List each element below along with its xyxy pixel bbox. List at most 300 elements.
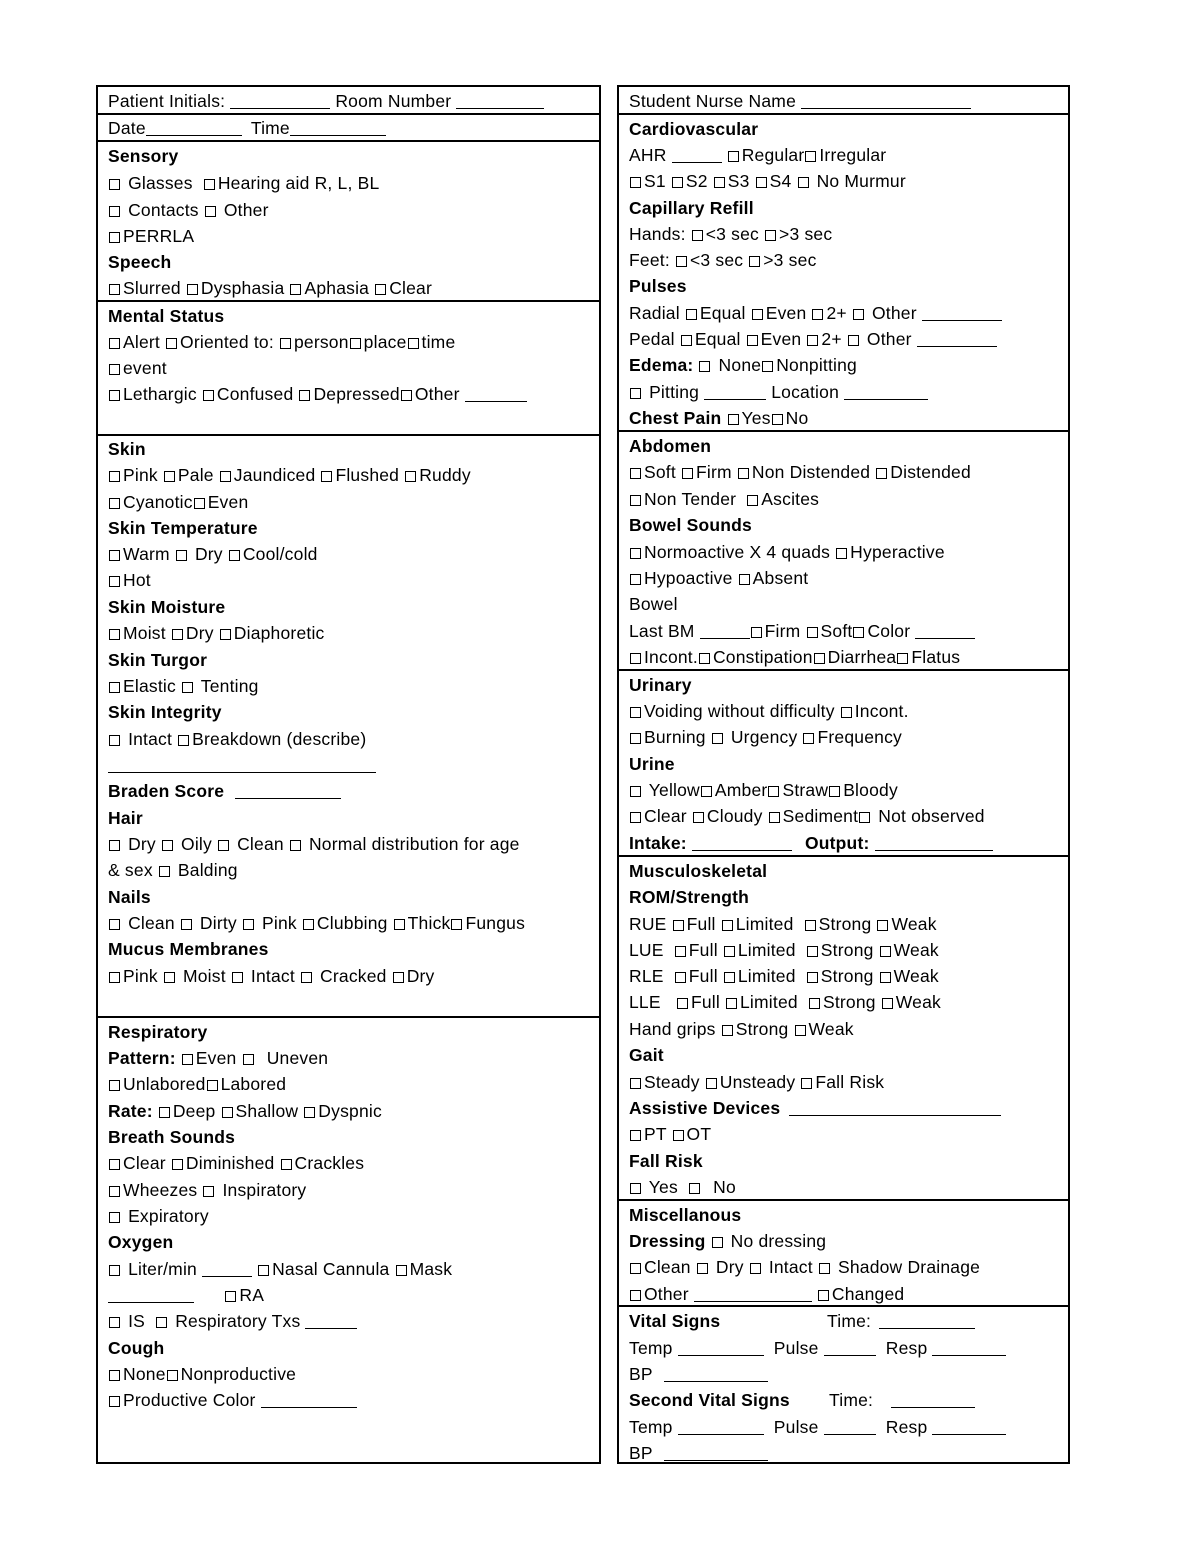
braden-score-field[interactable] — [235, 784, 341, 799]
steady-label: Steady — [644, 1072, 700, 1092]
rle-weak-label: Weak — [893, 966, 939, 986]
voiding-checkbox[interactable] — [630, 707, 641, 718]
chest-pain-label: Chest Pain — [629, 408, 722, 428]
cloudy-checkbox[interactable] — [693, 812, 704, 823]
feet-gt3-checkbox[interactable] — [749, 256, 760, 267]
nails-clean-label: Clean — [128, 913, 175, 933]
pedal-2plus-label: 2+ — [821, 329, 842, 349]
s3-checkbox[interactable] — [714, 177, 725, 188]
ruddy-label: Ruddy — [419, 465, 471, 485]
skin-intact-checkbox[interactable] — [109, 735, 120, 746]
pedal-equal-label: Equal — [694, 329, 741, 349]
rue-weak-checkbox[interactable] — [877, 920, 888, 931]
lue-limited-checkbox[interactable] — [724, 946, 735, 957]
oriented-time-checkbox[interactable] — [408, 338, 419, 349]
hands-lt3-checkbox[interactable] — [692, 230, 703, 241]
rate-label: Rate: — [108, 1101, 153, 1121]
sediment-label: Sediment — [782, 806, 859, 826]
abd-soft-checkbox[interactable] — [630, 468, 641, 479]
hair-title: Hair — [108, 808, 143, 828]
pedal-equal-checkbox[interactable] — [681, 335, 692, 346]
radial-2plus-checkbox[interactable] — [812, 309, 823, 320]
grips-weak-checkbox[interactable] — [795, 1025, 806, 1036]
diminished-checkbox[interactable] — [172, 1159, 183, 1170]
gait-fall-risk-label: Fall Risk — [815, 1072, 885, 1092]
no-murmur-label: No Murmur — [816, 171, 906, 191]
skin-integrity-title: Skin Integrity — [108, 702, 222, 722]
rue-full-checkbox[interactable] — [673, 920, 684, 931]
second-resp-field[interactable] — [932, 1420, 1006, 1435]
temp-field[interactable] — [678, 1341, 764, 1356]
skin-temperature-title: Skin Temperature — [108, 518, 258, 538]
changed-checkbox[interactable] — [818, 1290, 829, 1301]
bm-firm-checkbox[interactable] — [751, 627, 762, 638]
lethargic-checkbox[interactable] — [109, 390, 120, 401]
cough-none-checkbox[interactable] — [109, 1370, 120, 1381]
dressing-clean-checkbox[interactable] — [630, 1263, 641, 1274]
last-bm-field[interactable] — [700, 624, 750, 639]
pattern-even-checkbox[interactable] — [182, 1054, 193, 1065]
hot-checkbox[interactable] — [109, 576, 120, 587]
contacts-checkbox[interactable] — [109, 206, 120, 217]
diaphoretic-label: Diaphoretic — [233, 623, 325, 643]
radial-even-checkbox[interactable] — [752, 309, 763, 320]
breath-sounds-title: Breath Sounds — [108, 1127, 236, 1147]
shadow-drainage-checkbox[interactable] — [819, 1263, 830, 1274]
diaphoretic-checkbox[interactable] — [220, 629, 231, 640]
breath-clear-label: Clear — [123, 1153, 166, 1173]
skin-even-checkbox[interactable] — [194, 498, 205, 509]
pulse-field[interactable] — [824, 1341, 876, 1356]
pt-checkbox[interactable] — [630, 1130, 641, 1141]
oily-checkbox[interactable] — [162, 840, 173, 851]
vital-signs-section — [619, 1307, 1068, 1462]
vital-time-label: Time: — [827, 1311, 872, 1331]
ra-checkbox[interactable] — [225, 1291, 236, 1302]
dressing-intact-checkbox[interactable] — [750, 1263, 761, 1274]
constipation-checkbox[interactable] — [699, 653, 710, 664]
not-observed-label: Not observed — [878, 806, 985, 826]
unlabored-label: Unlabored — [123, 1074, 206, 1094]
second-bp-field[interactable] — [664, 1446, 768, 1461]
thick-checkbox[interactable] — [394, 919, 405, 930]
oriented-checkbox[interactable] — [166, 338, 177, 349]
distended-label: Distended — [890, 462, 971, 482]
no-murmur-checkbox[interactable] — [798, 177, 809, 188]
nails-pink-label: Pink — [262, 913, 297, 933]
s2-checkbox[interactable] — [672, 177, 683, 188]
rom-strength-title: ROM/Strength — [629, 887, 750, 907]
lue-full-checkbox[interactable] — [675, 946, 686, 957]
expiratory-checkbox[interactable] — [109, 1212, 120, 1223]
feet-gt3-label: >3 sec — [763, 250, 817, 270]
edema-none-label: None — [718, 355, 762, 375]
bm-color-checkbox[interactable] — [853, 627, 864, 638]
skin-pink-checkbox[interactable] — [109, 471, 120, 482]
straw-label: Straw — [782, 780, 829, 800]
skin-moisture-title: Skin Moisture — [108, 597, 226, 617]
mm-dry-checkbox[interactable] — [393, 972, 404, 983]
rue-strong-checkbox[interactable] — [805, 920, 816, 931]
pitting-field[interactable] — [704, 385, 766, 400]
hands-gt3-checkbox[interactable] — [765, 230, 776, 241]
normoactive-checkbox[interactable] — [630, 548, 641, 559]
fall-risk-no-checkbox[interactable] — [689, 1183, 700, 1194]
bm-incont-label: Incont. — [644, 647, 698, 667]
pedal-other-checkbox[interactable] — [848, 335, 859, 346]
clubbing-checkbox[interactable] — [303, 919, 314, 930]
hypoactive-checkbox[interactable] — [630, 574, 641, 585]
mental-other-checkbox[interactable] — [401, 390, 412, 401]
rle-full-checkbox[interactable] — [675, 972, 686, 983]
shallow-checkbox[interactable] — [222, 1107, 233, 1118]
flushed-checkbox[interactable] — [321, 471, 332, 482]
aphasia-checkbox[interactable] — [290, 284, 301, 295]
mm-cracked-checkbox[interactable] — [301, 972, 312, 983]
dressing-intact-label: Intact — [768, 1257, 813, 1277]
pitting-label: Pitting — [649, 382, 700, 402]
productive-color-checkbox[interactable] — [109, 1396, 120, 1407]
oriented-label: Oriented to: — [180, 332, 274, 352]
rle-weak-checkbox[interactable] — [880, 972, 891, 983]
unlabored-checkbox[interactable] — [109, 1080, 120, 1091]
is-checkbox[interactable] — [109, 1317, 120, 1328]
radial-equal-checkbox[interactable] — [686, 309, 697, 320]
mental-other-field[interactable] — [465, 387, 527, 402]
patient-initials-label: Patient Initials: — [108, 91, 226, 111]
steady-checkbox[interactable] — [630, 1078, 641, 1089]
fall-risk-yes-label: Yes — [648, 1177, 678, 1197]
cardiovascular-title: Cardiovascular — [629, 119, 759, 139]
cool-cold-checkbox[interactable] — [229, 550, 240, 561]
mental-status-title: Mental Status — [108, 306, 225, 326]
resp-field[interactable] — [932, 1341, 1006, 1356]
hearing-aid-checkbox[interactable] — [204, 179, 215, 190]
flushed-label: Flushed — [335, 465, 400, 485]
no-dressing-checkbox[interactable] — [712, 1237, 723, 1248]
pale-label: Pale — [177, 465, 214, 485]
bm-color-field[interactable] — [915, 624, 975, 639]
second-temp-label: Temp — [629, 1417, 673, 1437]
mucus-membranes-title: Mucus Membranes — [108, 939, 269, 959]
normal-distribution-label: Normal distribution for age — [308, 834, 520, 854]
bowel-sounds-title: Bowel Sounds — [629, 515, 752, 535]
urgency-checkbox[interactable] — [712, 733, 723, 744]
hyperactive-checkbox[interactable] — [836, 548, 847, 559]
hands-lt3-label: <3 sec — [705, 224, 759, 244]
hair-dry-checkbox[interactable] — [109, 840, 120, 851]
mental-status-section — [98, 302, 599, 436]
gait-fall-risk-checkbox[interactable] — [801, 1078, 812, 1089]
lue-weak-checkbox[interactable] — [880, 946, 891, 957]
second-temp-field[interactable] — [678, 1420, 764, 1435]
dirty-checkbox[interactable] — [181, 919, 192, 930]
liter-min-checkbox[interactable] — [109, 1265, 120, 1276]
pitting-checkbox[interactable] — [630, 388, 641, 399]
dressing-dry-checkbox[interactable] — [697, 1263, 708, 1274]
yellow-checkbox[interactable] — [630, 786, 641, 797]
lle-full-checkbox[interactable] — [677, 998, 688, 1009]
nasal-cannula-label: Nasal Cannula — [272, 1259, 390, 1279]
ahr-field[interactable] — [672, 148, 722, 163]
student-nurse-field[interactable] — [801, 94, 971, 109]
time-field[interactable] — [290, 121, 386, 136]
pulses-title: Pulses — [629, 276, 687, 296]
radial-other-field[interactable] — [922, 306, 1002, 321]
deep-checkbox[interactable] — [159, 1107, 170, 1118]
non-tender-checkbox[interactable] — [630, 495, 641, 506]
urine-clear-label: Clear — [644, 806, 687, 826]
cyanotic-checkbox[interactable] — [109, 498, 120, 509]
room-number-label: Room Number — [335, 91, 452, 111]
absent-checkbox[interactable] — [739, 574, 750, 585]
skin-pink-label: Pink — [123, 465, 158, 485]
absent-label: Absent — [752, 568, 809, 588]
depressed-checkbox[interactable] — [299, 390, 310, 401]
bm-color-label: Color — [867, 621, 911, 641]
moist-label: Moist — [123, 623, 166, 643]
lle-weak-label: Weak — [895, 992, 941, 1012]
alert-checkbox[interactable] — [109, 338, 120, 349]
aphasia-label: Aphasia — [304, 278, 370, 298]
diarrhea-checkbox[interactable] — [814, 653, 825, 664]
lle-limited-checkbox[interactable] — [726, 998, 737, 1009]
fungus-checkbox[interactable] — [451, 919, 462, 930]
rle-strong-checkbox[interactable] — [807, 972, 818, 983]
slurred-label: Slurred — [123, 278, 181, 298]
moist-checkbox[interactable] — [109, 629, 120, 640]
respiratory-section — [98, 1018, 599, 1462]
lue-strong-checkbox[interactable] — [807, 946, 818, 957]
glasses-checkbox[interactable] — [109, 179, 120, 190]
breath-clear-checkbox[interactable] — [109, 1159, 120, 1170]
ra-label: RA — [239, 1285, 265, 1305]
patient-initials-field[interactable] — [230, 94, 330, 109]
respiratory-txs-checkbox[interactable] — [156, 1317, 167, 1328]
elastic-checkbox[interactable] — [109, 682, 120, 693]
assistive-devices-field[interactable] — [789, 1101, 1001, 1116]
urinary-title: Urinary — [629, 675, 692, 695]
dressing-other-field[interactable] — [694, 1287, 812, 1302]
location-field[interactable] — [844, 385, 928, 400]
chest-pain-yes-checkbox[interactable] — [728, 414, 739, 425]
nonproductive-checkbox[interactable] — [167, 1370, 178, 1381]
abd-firm-checkbox[interactable] — [682, 468, 693, 479]
sex-label: & sex — [108, 860, 153, 880]
warm-checkbox[interactable] — [109, 550, 120, 561]
radial-even-label: Even — [765, 303, 807, 323]
place-checkbox[interactable] — [350, 338, 361, 349]
feet-lt3-checkbox[interactable] — [676, 256, 687, 267]
distended-checkbox[interactable] — [876, 468, 887, 479]
vital-time-field[interactable] — [879, 1314, 975, 1329]
nonpitting-checkbox[interactable] — [762, 361, 773, 372]
student-nurse-label: Student Nurse Name — [629, 91, 797, 111]
second-pulse-field[interactable] — [824, 1420, 876, 1435]
bowel-label: Bowel — [629, 594, 678, 614]
tenting-checkbox[interactable] — [182, 682, 193, 693]
speech-clear-checkbox[interactable] — [375, 284, 386, 295]
uneven-checkbox[interactable] — [243, 1054, 254, 1065]
date-label: Date — [108, 118, 146, 138]
braden-score-label: Braden Score — [108, 781, 225, 801]
event-checkbox[interactable] — [109, 364, 120, 375]
pedal-2plus-checkbox[interactable] — [807, 335, 818, 346]
inspiratory-checkbox[interactable] — [203, 1186, 214, 1197]
s4-checkbox[interactable] — [756, 177, 767, 188]
straw-checkbox[interactable] — [768, 786, 779, 797]
sensory-other-label: Other — [223, 200, 269, 220]
hair-clean-checkbox[interactable] — [218, 840, 229, 851]
date-field[interactable] — [146, 121, 242, 136]
rle-full-label: Full — [688, 966, 718, 986]
lle-strong-checkbox[interactable] — [809, 998, 820, 1009]
second-time-label: Time: — [829, 1390, 874, 1410]
oxygen-other-field[interactable] — [108, 1288, 194, 1303]
urine-clear-checkbox[interactable] — [630, 812, 641, 823]
s2-label: S2 — [685, 171, 708, 191]
dysphasia-checkbox[interactable] — [187, 284, 198, 295]
oriented-time-label: time — [421, 332, 456, 352]
dressing-other-checkbox[interactable] — [630, 1290, 641, 1301]
rue-limited-checkbox[interactable] — [722, 920, 733, 931]
slurred-checkbox[interactable] — [109, 284, 120, 295]
amber-checkbox[interactable] — [701, 786, 712, 797]
dysphasia-label: Dysphasia — [200, 278, 285, 298]
pedal-even-checkbox[interactable] — [747, 335, 758, 346]
rle-limited-checkbox[interactable] — [724, 972, 735, 983]
liter-min-field[interactable] — [202, 1262, 252, 1277]
dressing-dry-label: Dry — [715, 1257, 744, 1277]
skin-temp-dry-checkbox[interactable] — [176, 550, 187, 561]
pattern-label: Pattern: — [108, 1048, 176, 1068]
second-time-field[interactable] — [891, 1393, 975, 1408]
bm-incont-checkbox[interactable] — [630, 653, 641, 664]
grips-weak-label: Weak — [808, 1019, 854, 1039]
pale-checkbox[interactable] — [164, 471, 175, 482]
intake-field[interactable] — [692, 836, 792, 851]
chest-pain-yes-label: Yes — [741, 408, 771, 428]
mask-checkbox[interactable] — [396, 1265, 407, 1276]
skin-intact-label: Intact — [128, 729, 173, 749]
unsteady-checkbox[interactable] — [706, 1078, 717, 1089]
fungus-label: Fungus — [465, 913, 526, 933]
nasal-cannula-checkbox[interactable] — [258, 1265, 269, 1276]
lue-weak-label: Weak — [893, 940, 939, 960]
mm-pink-checkbox[interactable] — [109, 972, 120, 983]
bp-field[interactable] — [664, 1367, 768, 1382]
productive-color-field[interactable] — [261, 1393, 357, 1408]
nonpitting-label: Nonpitting — [776, 355, 857, 375]
rue-full-label: Full — [686, 914, 716, 934]
amber-label: Amber — [714, 780, 768, 800]
dirty-label: Dirty — [199, 913, 237, 933]
urinary-incont-checkbox[interactable] — [841, 707, 852, 718]
breakdown-label: Breakdown (describe) — [192, 729, 367, 749]
output-field[interactable] — [875, 836, 993, 851]
breakdown-description-field[interactable] — [108, 758, 376, 773]
edema-label: Edema: — [629, 355, 694, 375]
labored-checkbox[interactable] — [207, 1080, 218, 1091]
person-checkbox[interactable] — [280, 338, 291, 349]
burning-checkbox[interactable] — [630, 733, 641, 744]
respiratory-txs-field[interactable] — [305, 1314, 357, 1329]
bm-soft-checkbox[interactable] — [807, 627, 818, 638]
mm-dry-label: Dry — [406, 966, 435, 986]
flatus-checkbox[interactable] — [897, 653, 908, 664]
regular-checkbox[interactable] — [728, 151, 739, 162]
pulse-label: Pulse — [773, 1338, 819, 1358]
vital-signs-title: Vital Signs — [629, 1311, 721, 1331]
ruddy-checkbox[interactable] — [405, 471, 416, 482]
liter-min-label: Liter/min — [128, 1259, 197, 1279]
inspiratory-label: Inspiratory — [222, 1180, 307, 1200]
non-distended-checkbox[interactable] — [738, 468, 749, 479]
nails-title: Nails — [108, 887, 151, 907]
skin-moisture-dry-checkbox[interactable] — [172, 629, 183, 640]
wheezes-checkbox[interactable] — [109, 1186, 120, 1197]
radial-2plus-label: 2+ — [826, 303, 847, 323]
rle-label: RLE — [629, 966, 664, 986]
expiratory-label: Expiratory — [128, 1206, 209, 1226]
fall-risk-yes-checkbox[interactable] — [630, 1183, 641, 1194]
cough-title: Cough — [108, 1338, 165, 1358]
irregular-checkbox[interactable] — [805, 151, 816, 162]
dyspnic-checkbox[interactable] — [304, 1107, 315, 1118]
location-label: Location — [771, 382, 839, 402]
radial-other-checkbox[interactable] — [853, 309, 864, 320]
ascites-label: Ascites — [761, 489, 820, 509]
ascites-checkbox[interactable] — [747, 495, 758, 506]
sensory-other-checkbox[interactable] — [205, 206, 216, 217]
sediment-checkbox[interactable] — [769, 812, 780, 823]
room-number-field[interactable] — [456, 94, 544, 109]
nails-clean-checkbox[interactable] — [109, 919, 120, 930]
pedal-other-field[interactable] — [917, 332, 997, 347]
hair-dry-label: Dry — [128, 834, 156, 854]
ot-checkbox[interactable] — [673, 1130, 684, 1141]
bp-label: BP — [629, 1364, 653, 1384]
normal-distribution-checkbox[interactable] — [290, 840, 301, 851]
not-observed-checkbox[interactable] — [859, 812, 870, 823]
frequency-checkbox[interactable] — [803, 733, 814, 744]
bloody-checkbox[interactable] — [829, 786, 840, 797]
lle-weak-checkbox[interactable] — [882, 998, 893, 1009]
grips-strong-checkbox[interactable] — [722, 1025, 733, 1036]
temp-label: Temp — [629, 1338, 673, 1358]
mask-label: Mask — [409, 1259, 453, 1279]
balding-checkbox[interactable] — [159, 866, 170, 877]
mm-intact-checkbox[interactable] — [232, 972, 243, 983]
edema-none-checkbox[interactable] — [699, 361, 710, 372]
confused-checkbox[interactable] — [203, 390, 214, 401]
cough-none-label: None — [123, 1364, 166, 1384]
gait-title: Gait — [629, 1045, 664, 1065]
unsteady-label: Unsteady — [719, 1072, 796, 1092]
nails-pink-checkbox[interactable] — [243, 919, 254, 930]
mm-moist-checkbox[interactable] — [164, 972, 175, 983]
breakdown-checkbox[interactable] — [178, 735, 189, 746]
rue-limited-label: Limited — [735, 914, 794, 934]
jaundiced-checkbox[interactable] — [220, 471, 231, 482]
perrla-checkbox[interactable] — [109, 232, 120, 243]
mm-cracked-label: Cracked — [320, 966, 387, 986]
chest-pain-no-checkbox[interactable] — [772, 414, 783, 425]
crackles-checkbox[interactable] — [281, 1159, 292, 1170]
productive-color-label: Productive Color — [123, 1390, 256, 1410]
s1-checkbox[interactable] — [630, 177, 641, 188]
rue-strong-label: Strong — [818, 914, 872, 934]
